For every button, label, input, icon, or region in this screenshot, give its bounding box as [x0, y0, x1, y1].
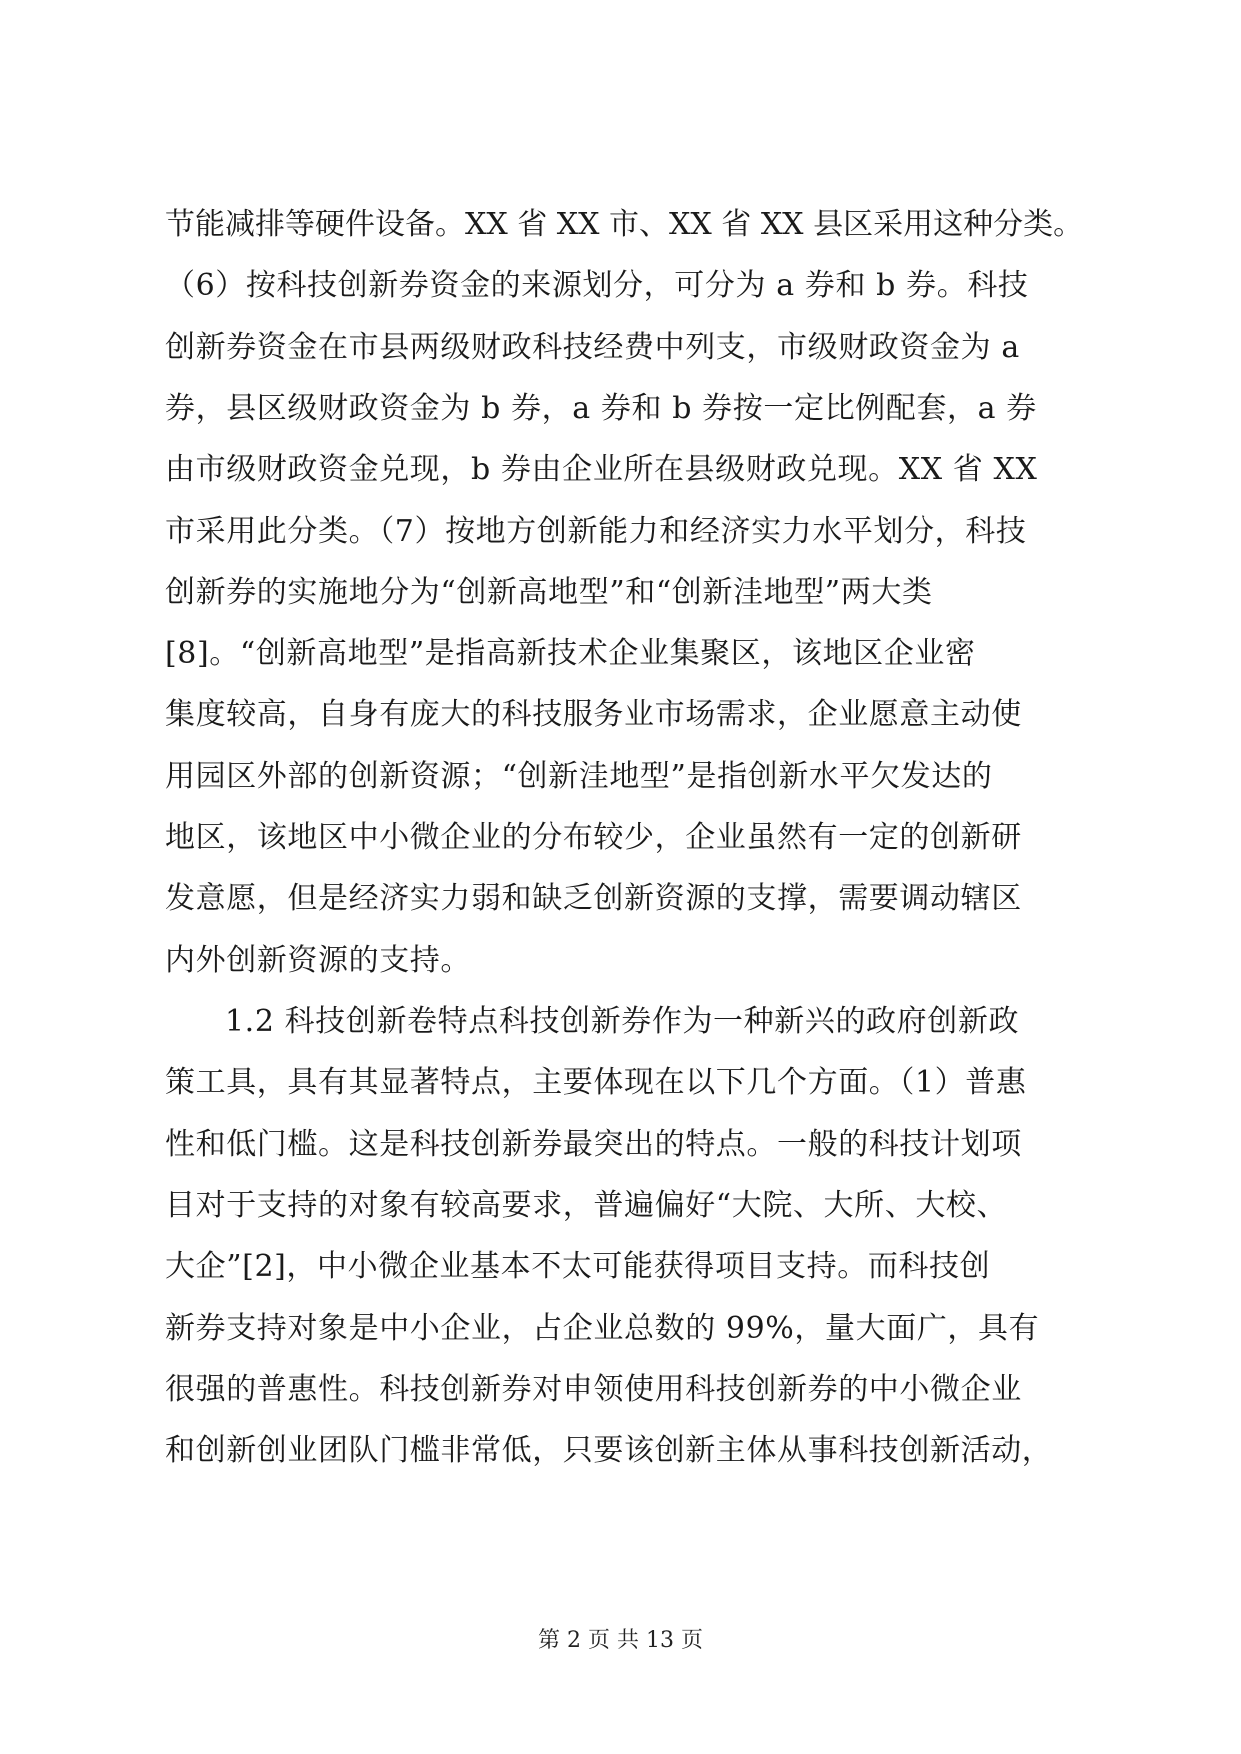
page-footer: 第 2 页 共 13 页 — [538, 1628, 703, 1653]
text-line: （6）按科技创新券资金的来源划分，可分为 a 券和 b 券。科技 — [165, 268, 1029, 303]
text-line: 节能减排等硬件设备。XX 省 XX 市、XX 省 XX 县区采用这种分类。 — [165, 207, 1084, 242]
text-line: 发意愿，但是经济实力弱和缺乏创新资源的支撑，需要调动辖区 — [165, 881, 1022, 916]
paragraph-first-line: 1.2 科技创新卷特点科技创新券作为一种新兴的政府创新政 — [225, 1004, 1020, 1039]
text-line: 地区，该地区中小微企业的分布较少，企业虽然有一定的创新研 — [165, 820, 1022, 855]
text-line: 目对于支持的对象有较高要求，普遍偏好“大院、大所、大校、 — [165, 1188, 1008, 1223]
text-line: 由市级财政资金兑现，b 券由企业所在县级财政兑现。XX 省 XX — [165, 452, 1038, 487]
text-line: 和创新创业团队门槛非常低，只要该创新主体从事科技创新活动， — [165, 1433, 1053, 1468]
text-line: 市采用此分类。（7）按地方创新能力和经济实力水平划分，科技 — [165, 514, 1027, 549]
text-line: 很强的普惠性。科技创新券对申领使用科技创新券的中小微企业 — [165, 1372, 1022, 1407]
text-line: 大企”[2]，中小微企业基本不太可能获得项目支持。而科技创 — [165, 1249, 991, 1284]
text-line: 创新券的实施地分为“创新高地型”和“创新洼地型”两大类 — [165, 575, 933, 610]
text-line: [8]。“创新高地型”是指高新技术企业集聚区，该地区企业密 — [165, 636, 976, 671]
text-line: 券，县区级财政资金为 b 券，a 券和 b 券按一定比例配套，a 券 — [165, 391, 1037, 426]
text-line: 用园区外部的创新资源；“创新洼地型”是指创新水平欠发达的 — [165, 759, 993, 794]
text-line: 策工具，具有其显著特点，主要体现在以下几个方面。（1）普惠 — [165, 1065, 1027, 1100]
text-line: 新券支持对象是中小企业，占企业总数的 99%，量大面广，具有 — [165, 1311, 1040, 1346]
text-line: 集度较高，自身有庞大的科技服务业市场需求，企业愿意主动使 — [165, 697, 1022, 732]
text-line: 创新券资金在市县两级财政科技经费中列支，市级财政资金为 a — [165, 330, 1020, 365]
text-line: 性和低门槛。这是科技创新券最突出的特点。一般的科技计划项 — [165, 1127, 1022, 1162]
text-line: 内外创新资源的支持。 — [165, 943, 471, 978]
